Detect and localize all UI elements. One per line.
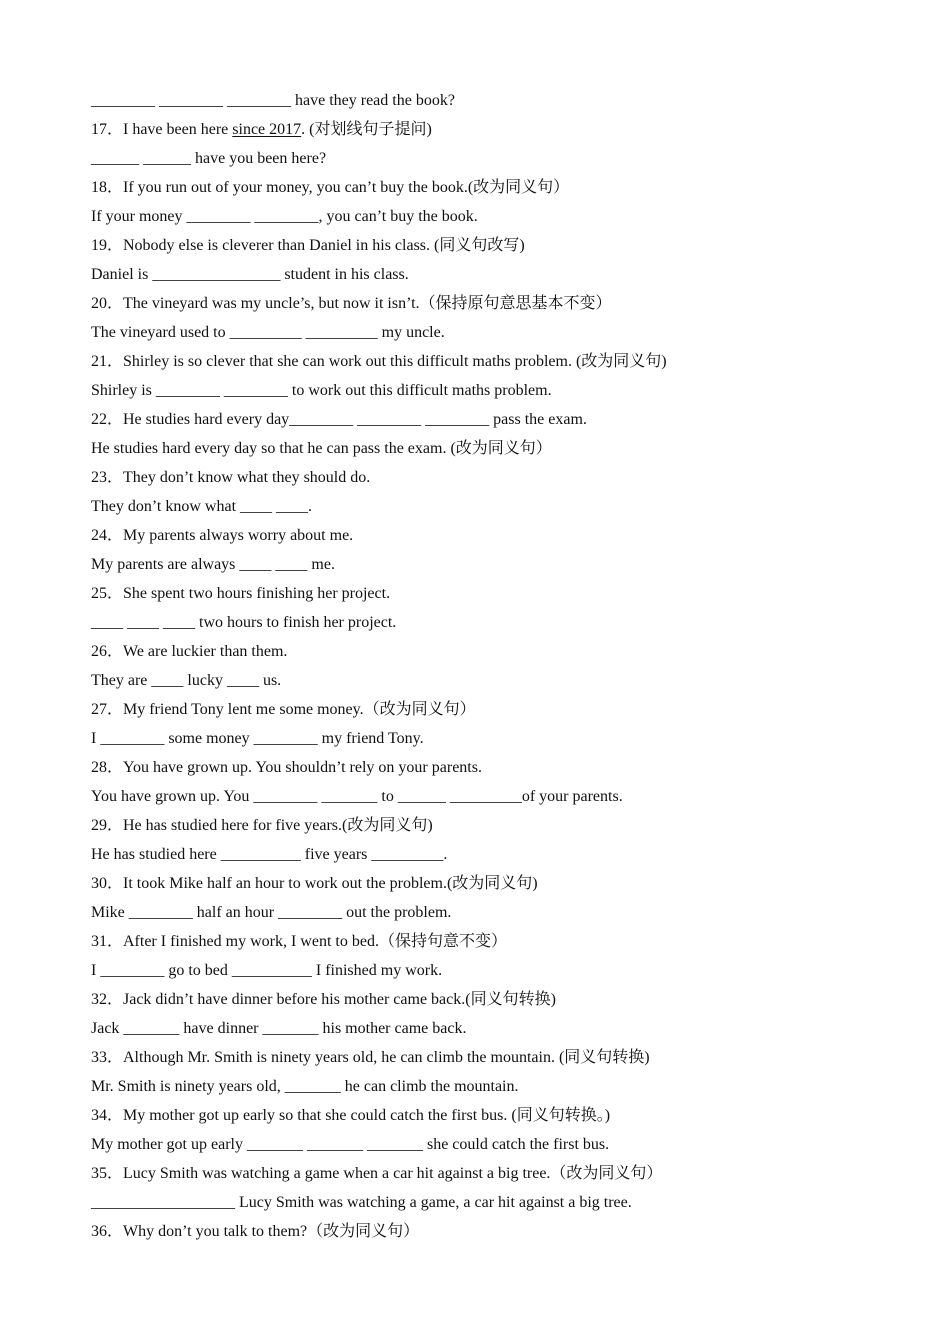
line-text: You have grown up. You ________ _______ to ______ _________of your parents. <box>91 788 623 805</box>
worksheet-line <box>91 724 891 753</box>
line-text: My parents are always ____ ____ me. <box>91 556 335 573</box>
line-text: 18．If you run out of your money, you can’t buy the book.(改为同义句） <box>91 179 570 196</box>
worksheet-lines <box>91 86 891 1246</box>
line-text: 27．My friend Tony lent me some money.（改为同义句） <box>91 701 476 718</box>
line-text: __________________ Lucy Smith was watching a game, a car hit against a big tree. <box>91 1194 632 1211</box>
line-text: The vineyard used to _________ _________ my uncle. <box>91 324 445 341</box>
worksheet-line <box>91 579 891 608</box>
line-text: Mike ________ half an hour ________ out the problem. <box>91 904 452 921</box>
worksheet-line <box>91 492 891 521</box>
line-text: 32．Jack didn’t have dinner before his mother came back.(同义句转换) <box>91 991 556 1008</box>
worksheet-line <box>91 463 891 492</box>
line-text: 21．Shirley is so clever that she can work out this difficult maths problem. (改为同义句) <box>91 353 667 370</box>
line-text: They don’t know what ____ ____. <box>91 498 313 515</box>
line-text: 20．The vineyard was my uncle’s, but now it isn’t.（保持原句意思基本不变） <box>91 295 612 312</box>
worksheet-line <box>91 1101 891 1130</box>
line-text: Mr. Smith is ninety years old, _______ he can climb the mountain. <box>91 1078 519 1095</box>
worksheet-line <box>91 260 891 289</box>
line-text: 28．You have grown up. You shouldn’t rely on your parents. <box>91 759 482 776</box>
worksheet-line <box>91 550 891 579</box>
line-text: I ________ go to bed __________ I finished my work. <box>91 962 443 979</box>
worksheet-line <box>91 782 891 811</box>
line-text: 34．My mother got up early so that she could catch the first bus. (同义句转换。) <box>91 1107 611 1124</box>
line-text: 25．She spent two hours finishing her project. <box>91 585 391 602</box>
worksheet-line <box>91 695 891 724</box>
worksheet-line <box>91 985 891 1014</box>
worksheet-line <box>91 898 891 927</box>
worksheet-line <box>91 86 891 115</box>
worksheet-line <box>91 289 891 318</box>
worksheet-line <box>91 1014 891 1043</box>
worksheet-line <box>91 956 891 985</box>
line-text: 24．My parents always worry about me. <box>91 527 354 544</box>
worksheet-line <box>91 1130 891 1159</box>
line-text: He has studied here __________ five years _________. <box>91 846 448 863</box>
worksheet-line <box>91 434 891 463</box>
worksheet-line <box>91 608 891 637</box>
line-text: 26．We are luckier than them. <box>91 643 288 660</box>
line-text: 29．He has studied here for five years.(改为同义句) <box>91 817 433 834</box>
worksheet-line <box>91 376 891 405</box>
underlined-phrase: since 2017 <box>232 121 302 138</box>
line-text: ________ ________ ________ have they read the book? <box>91 92 455 109</box>
line-text: 35．Lucy Smith was watching a game when a car hit against a big tree.（改为同义句） <box>91 1165 663 1182</box>
worksheet-line <box>91 811 891 840</box>
line-text: Jack _______ have dinner _______ his mother came back. <box>91 1020 467 1037</box>
worksheet-line <box>91 318 891 347</box>
worksheet-line <box>91 521 891 550</box>
line-text: 17．I have been here <box>91 121 233 138</box>
worksheet-line <box>91 840 891 869</box>
worksheet-line <box>91 347 891 376</box>
worksheet-line <box>91 666 891 695</box>
worksheet-line <box>91 405 891 434</box>
worksheet-line <box>91 1217 891 1246</box>
line-text: My mother got up early _______ _______ _______ she could catch the first bus. <box>91 1136 610 1153</box>
worksheet-line <box>91 231 891 260</box>
worksheet-line <box>91 637 891 666</box>
line-text: He studies hard every day so that he can pass the exam. (改为同义句） <box>91 440 552 457</box>
line-text: ____ ____ ____ two hours to finish her project. <box>91 614 397 631</box>
worksheet-line <box>91 1159 891 1188</box>
worksheet-line <box>91 1043 891 1072</box>
worksheet-line <box>91 753 891 782</box>
worksheet-line <box>91 144 891 173</box>
line-text: 33．Although Mr. Smith is ninety years old, he can climb the mountain. (同义句转换) <box>91 1049 650 1066</box>
worksheet-line <box>91 927 891 956</box>
line-text: 36．Why don’t you talk to them?（改为同义句） <box>91 1223 420 1240</box>
line-text: ______ ______ have you been here? <box>91 150 327 167</box>
line-text: I ________ some money ________ my friend Tony. <box>91 730 424 747</box>
line-text: 19．Nobody else is cleverer than Daniel in his class. (同义句改写) <box>91 237 525 254</box>
line-text: If your money ________ ________, you can’t buy the book. <box>91 208 478 225</box>
worksheet-line <box>91 115 891 144</box>
line-text: 22．He studies hard every day________ ________ ________ pass the exam. <box>91 411 587 428</box>
line-text: 31．After I finished my work, I went to bed.（保持句意不变） <box>91 933 507 950</box>
worksheet-line <box>91 869 891 898</box>
line-text: Shirley is ________ ________ to work out this difficult maths problem. <box>91 382 552 399</box>
worksheet-line <box>91 1072 891 1101</box>
worksheet-line <box>91 202 891 231</box>
line-text: 30．It took Mike half an hour to work out the problem.(改为同义句) <box>91 875 538 892</box>
worksheet-line <box>91 1188 891 1217</box>
line-text: They are ____ lucky ____ us. <box>91 672 282 689</box>
worksheet-line <box>91 173 891 202</box>
line-text: . (对划线句子提问) <box>301 121 432 138</box>
line-text: Daniel is ________________ student in his class. <box>91 266 409 283</box>
line-text: 23．They don’t know what they should do. <box>91 469 371 486</box>
